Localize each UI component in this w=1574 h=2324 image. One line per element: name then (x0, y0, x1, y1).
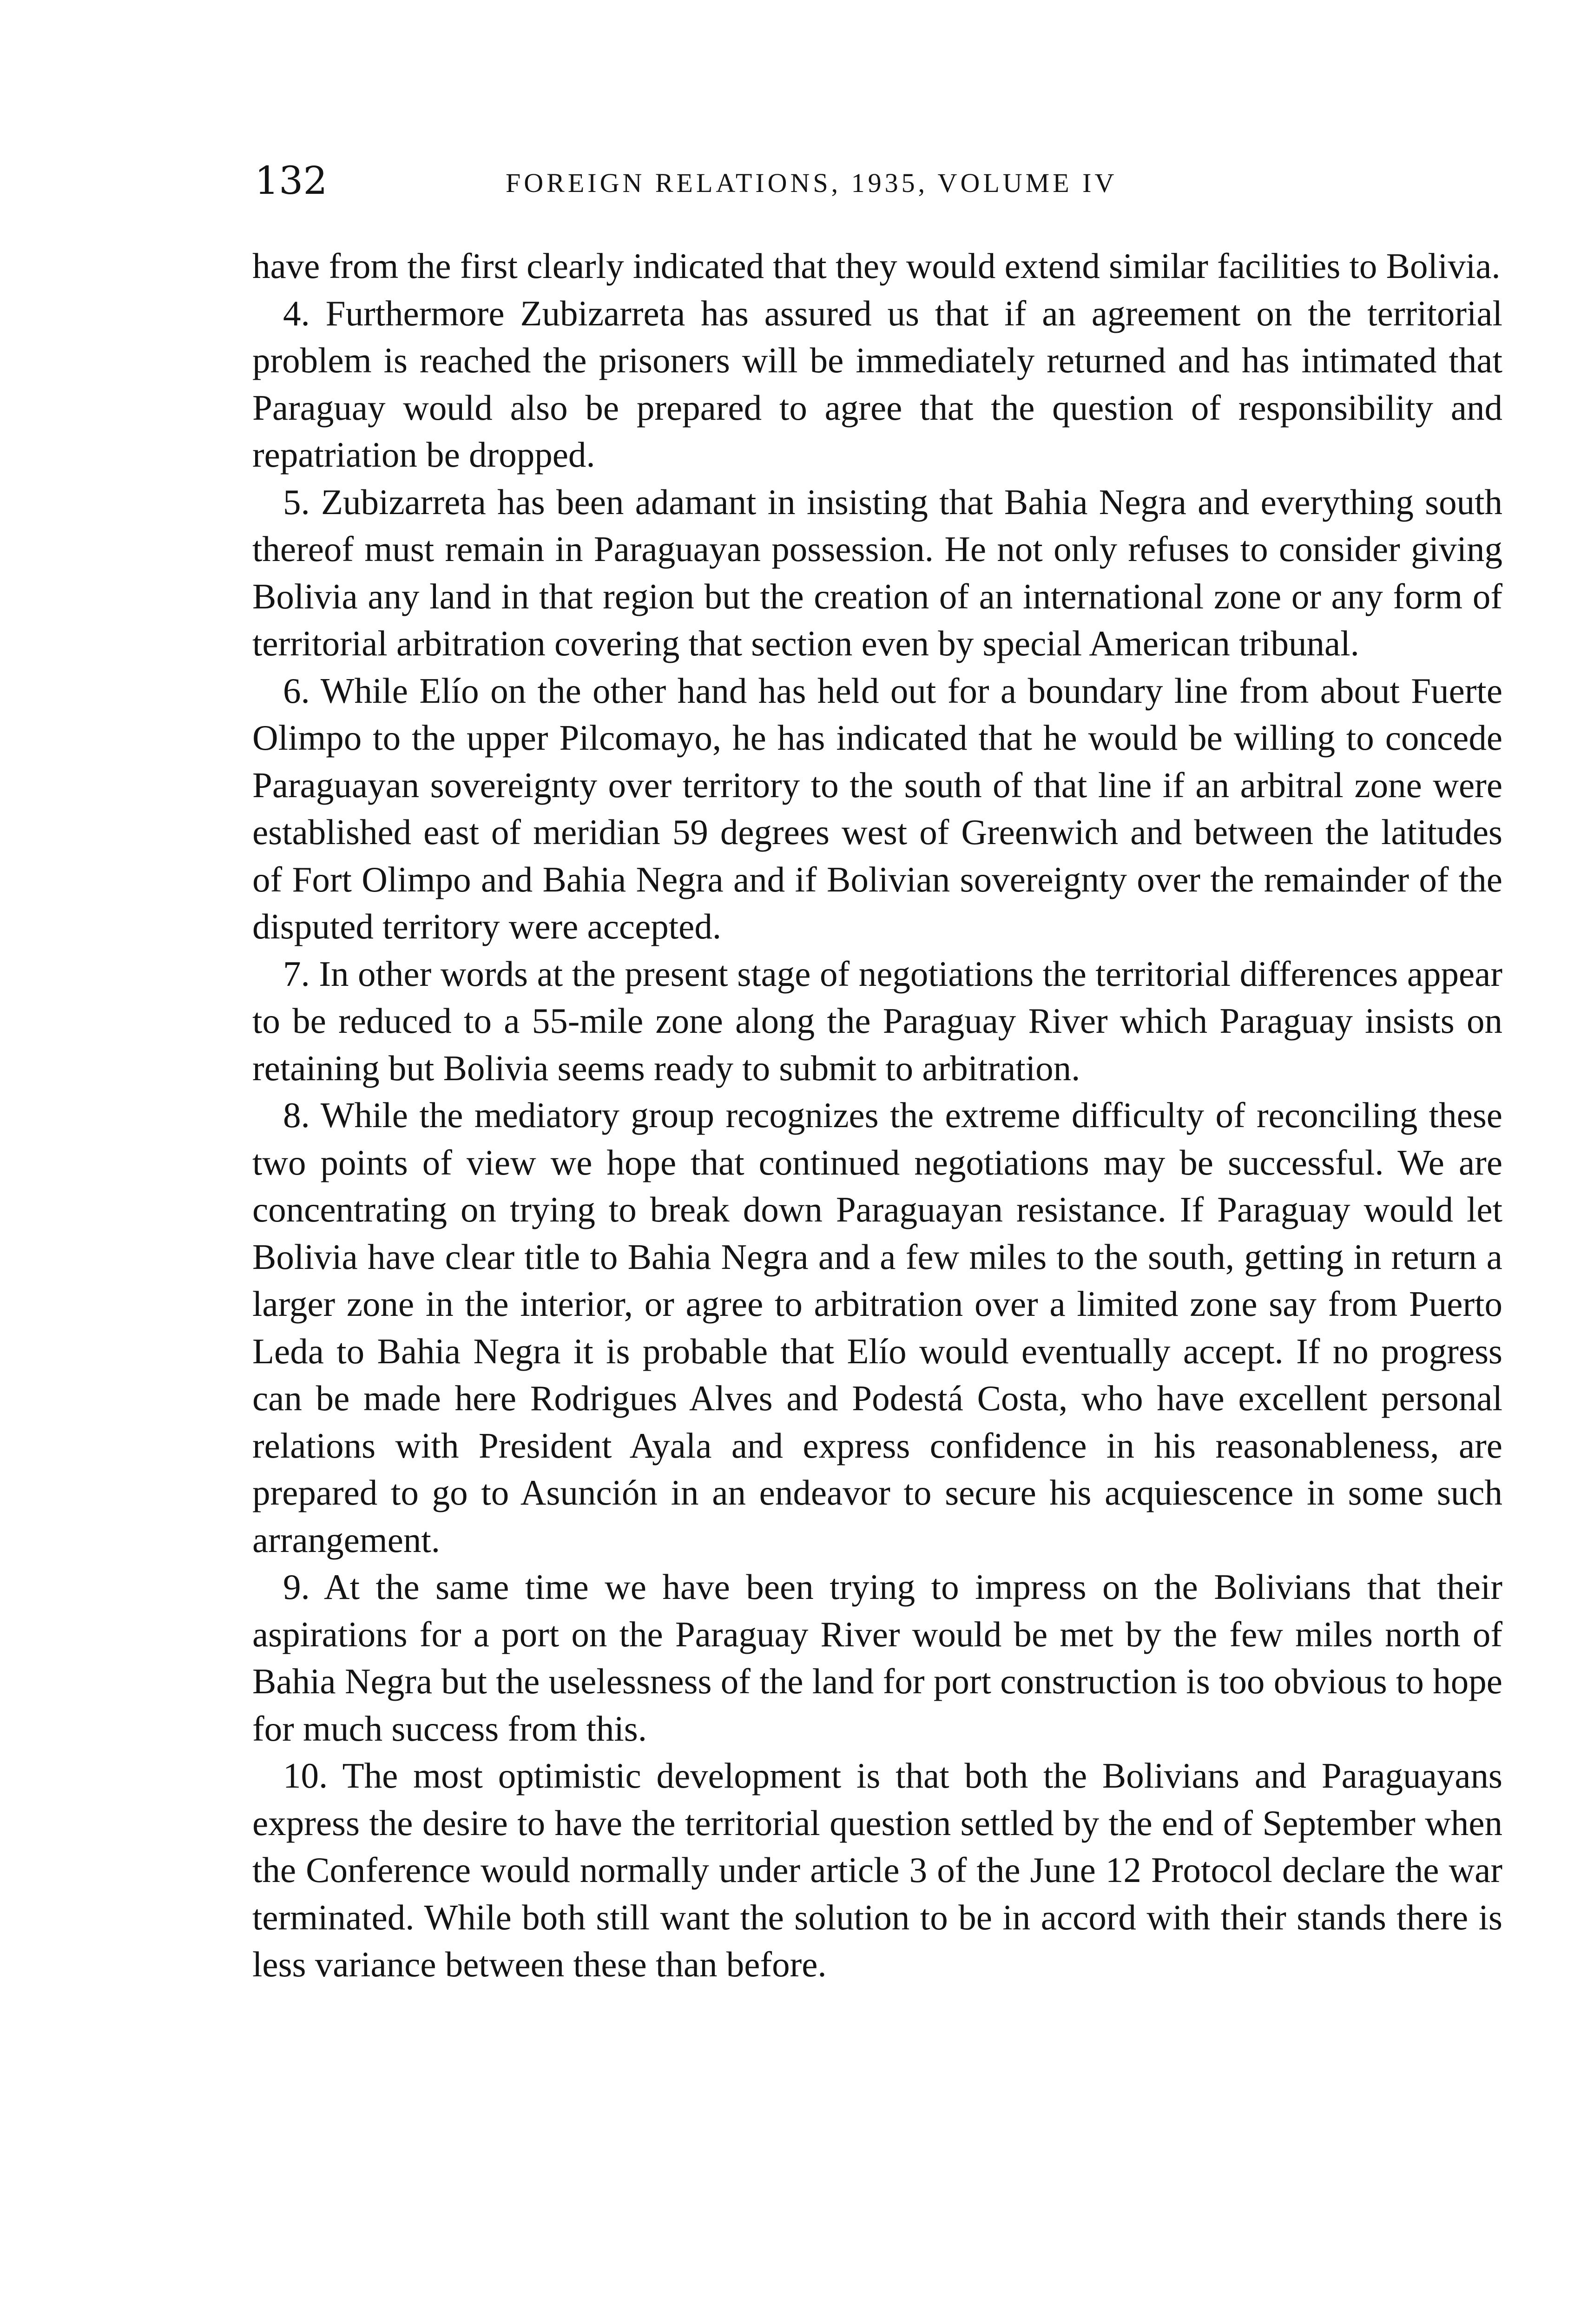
paragraph-7: 7. In other words at the present stage of negotiations the territorial differences appear to be reduced to a 55-mile zone along the Paraguay River which Paraguay insists on retaining but Bolivia seems ready to submit to arbitration. (252, 953, 1502, 1088)
paragraph-10: 10. The most optimistic development is that both the Bolivians and Paraguayans express the desire to have the territorial question settled by the end of September when the Conference would normally under article 3 of the June 12 Protocol declare the war terminated. While both still want the solution to be in accord with their stands there is less variance between these than before. (252, 1756, 1502, 1984)
paragraph-continuation: have from the first clearly indicated that they would extend similar facilities to Bolivia. (252, 246, 1501, 286)
paragraph-9: 9. At the same time we have been trying to impress on the Bolivians that their aspirations for a port on the Paraguay River would be met by the few miles north of Bahia Negra but the uselessness of the land for port construction is too obvious to hope for much success from this. (252, 1567, 1502, 1749)
paragraph-6: 6. While Elío on the other hand has held out for a boundary line from about Fuerte Olimpo to the upper Pilcomayo, he has indicated that he would be willing to concede Paraguayan sovereignty over territory to the south of that line if an arbitral zone were established east of meridian 59 degrees west of Greenwich and between the latitudes of Fort Olimpo and Bahia Negra and if Bolivian sovereignty over the remainder of the disputed territory were accepted. (252, 670, 1502, 946)
paragraph-5: 5. Zubizarreta has been adamant in insisting that Bahia Negra and everything south thereof must remain in Paraguayan possession. He not only refuses to consider giving Bolivia any land in that region but the creation of an international zone or any form of territorial arbitration covering that section even by special American tribunal. (252, 482, 1502, 663)
body-text (252, 243, 1502, 1988)
page-number: 132 (255, 159, 328, 203)
running-title: FOREIGN RELATIONS, 1935, VOLUME IV (506, 168, 1118, 198)
running-head (255, 153, 1505, 209)
paragraph-4: 4. Furthermore Zubizarreta has assured us that if an agreement on the territorial problem is reached the prisoners will be immediately returned and has intimated that Paraguay would also be prepared to agree that the question of responsibility and repatriation be dropped. (252, 293, 1502, 475)
paragraph-8: 8. While the mediatory group recognizes the extreme difficulty of reconciling these two points of view we hope that continued negotiations may be successful. We are concentrating on trying to break down Paraguayan resistance. If Paraguay would let Bolivia have clear title to Bahia Negra and a few miles to the south, getting in return a larger zone in the interior, or agree to arbitration over a limited zone say from Puerto Leda to Bahia Negra it is probable that Elío would eventually accept. If no progress can be made here Rodrigues Alves and Podestá Costa, who have excellent personal relations with President Ayala and express confidence in his reasonableness, are prepared to go to Asunción in an endeavor to secure his acquiescence in some such arrangement. (252, 1095, 1502, 1560)
